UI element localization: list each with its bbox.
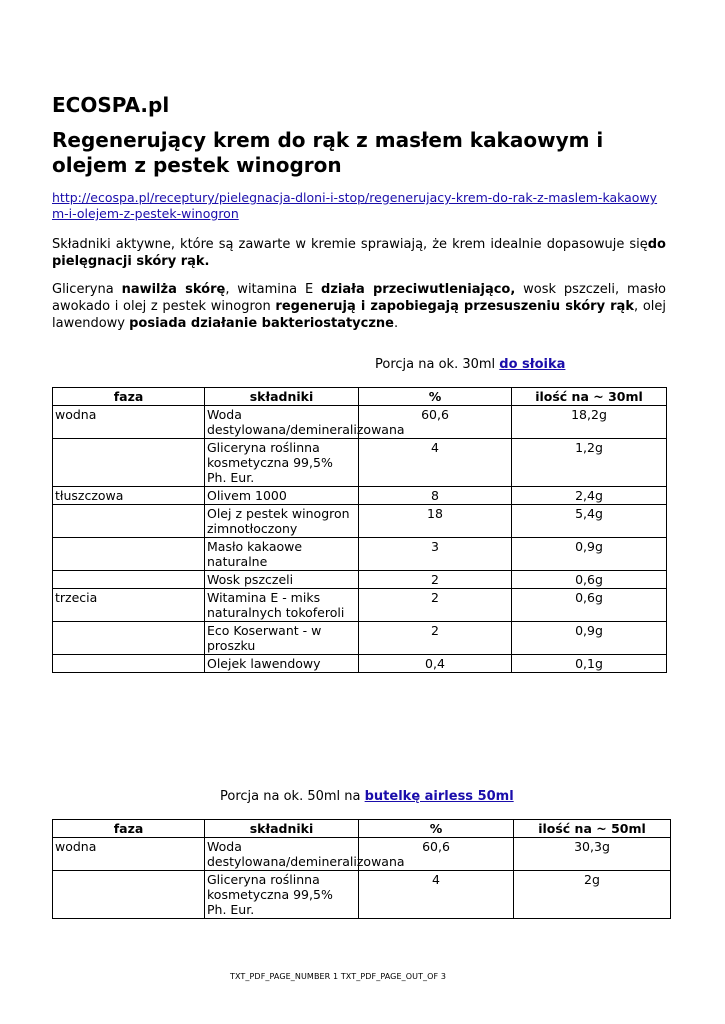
column-header: faza <box>53 820 205 838</box>
amount-cell: 0,6g <box>512 589 667 622</box>
portion-50-text: Porcja na ok. 50ml na <box>220 789 365 804</box>
table-row <box>53 538 667 571</box>
amount-cell: 2g <box>514 871 671 919</box>
ingredient-cell: Olej z pestek winogron zimnotłoczony <box>205 505 359 538</box>
table-header-row <box>53 820 671 838</box>
percent-cell: 8 <box>359 487 512 505</box>
desc-text-3: wosk pszczeli, masło awokado i olej z pestek winogron <box>52 282 667 314</box>
intro-bold: do pielęgnacji skóry rąk. <box>52 237 666 269</box>
amount-cell: 0,9g <box>512 622 667 655</box>
table-row <box>53 439 667 487</box>
table-header-row <box>53 388 667 406</box>
phase-cell <box>53 655 205 673</box>
column-header: składniki <box>205 820 359 838</box>
amount-cell: 0,9g <box>512 538 667 571</box>
intro-paragraph <box>52 236 666 270</box>
phase-cell: tłuszczowa <box>53 487 205 505</box>
table-row <box>53 622 667 655</box>
table-row <box>53 838 671 871</box>
amount-cell: 0,1g <box>512 655 667 673</box>
ingredient-cell: Woda destylowana/demineralizowana <box>205 838 359 871</box>
recipe-table-50ml <box>52 819 671 919</box>
portion-30-text: Porcja na ok. 30ml <box>375 357 500 372</box>
ingredient-cell: Masło kakaowe naturalne <box>205 538 359 571</box>
recipe-title: Regenerujący krem do rąk z masłem kakaowym i olejem z pestek winogron <box>52 128 604 177</box>
percent-cell: 60,6 <box>359 838 514 871</box>
percent-cell: 2 <box>359 622 512 655</box>
table-row <box>53 655 667 673</box>
column-header: % <box>359 820 514 838</box>
percent-cell: 18 <box>359 505 512 538</box>
amount-cell: 1,2g <box>512 439 667 487</box>
table-row <box>53 487 667 505</box>
percent-cell: 2 <box>359 589 512 622</box>
intro-text: Składniki aktywne, które są zawarte w kremie sprawiają, że krem idealnie dopasowuje się <box>52 237 648 252</box>
ingredient-cell: Olivem 1000 <box>205 487 359 505</box>
table-row <box>53 406 667 439</box>
column-header: % <box>359 388 512 406</box>
description-paragraph <box>52 281 666 332</box>
column-header: ilość na ~ 30ml <box>512 388 667 406</box>
table-row <box>53 505 667 538</box>
desc-text-5: . <box>394 316 399 331</box>
desc-bold-2: działa przeciwutleniająco, <box>321 282 516 297</box>
desc-bold-4: posiada działanie bakteriostatyczne <box>129 316 394 331</box>
desc-text-1: Gliceryna <box>52 282 122 297</box>
recipe-url-link[interactable]: http://ecospa.pl/receptury/pielegnacja-dloni-i-stop/regenerujacy-krem-do-rak-z-maslem-kakaowym-i-olejem-z-pestek-winogron <box>52 190 658 221</box>
amount-cell: 18,2g <box>512 406 667 439</box>
ingredient-cell: Gliceryna roślinna kosmetyczna 99,5% Ph. Eur. <box>205 439 359 487</box>
ingredient-cell: Eco Koserwant - w proszku <box>205 622 359 655</box>
table-row <box>53 871 671 919</box>
phase-cell: wodna <box>53 838 205 871</box>
phase-cell <box>53 871 205 919</box>
table-row <box>53 589 667 622</box>
ingredient-cell: Gliceryna roślinna kosmetyczna 99,5% Ph. Eur. <box>205 871 359 919</box>
recipe-table-30ml <box>52 387 667 673</box>
phase-cell: wodna <box>53 406 205 439</box>
column-header: ilość na ~ 50ml <box>514 820 671 838</box>
phase-cell <box>53 538 205 571</box>
percent-cell: 4 <box>359 439 512 487</box>
desc-bold-3: regenerują i zapobiegają przesuszeniu skóry rąk <box>275 299 634 314</box>
amount-cell: 5,4g <box>512 505 667 538</box>
phase-cell <box>53 622 205 655</box>
page-footer: TXT_PDF_PAGE_NUMBER 1 TXT_PDF_PAGE_OUT_OF 3 <box>230 972 447 981</box>
site-title: ECOSPA.pl <box>52 93 170 117</box>
ingredient-cell: Olejek lawendowy <box>205 655 359 673</box>
phase-cell: trzecia <box>53 589 205 622</box>
percent-cell: 0,4 <box>359 655 512 673</box>
desc-text-2: , witamina E <box>225 282 322 297</box>
phase-cell <box>53 571 205 589</box>
percent-cell: 2 <box>359 571 512 589</box>
amount-cell: 0,6g <box>512 571 667 589</box>
column-header: faza <box>53 388 205 406</box>
airless-bottle-link[interactable]: butelkę airless 50ml <box>364 789 514 804</box>
desc-text-4: , olej lawendowy <box>52 299 666 331</box>
amount-cell: 2,4g <box>512 487 667 505</box>
desc-bold-1: nawilża skórę <box>121 282 226 297</box>
column-header: składniki <box>205 388 359 406</box>
portion-50-label <box>220 789 514 804</box>
phase-cell <box>53 505 205 538</box>
ingredient-cell: Wosk pszczeli <box>205 571 359 589</box>
percent-cell: 60,6 <box>359 406 512 439</box>
ingredient-cell: Witamina E - miks naturalnych tokoferoli <box>205 589 359 622</box>
percent-cell: 3 <box>359 538 512 571</box>
phase-cell <box>53 439 205 487</box>
ingredient-cell: Woda destylowana/demineralizowana <box>205 406 359 439</box>
jar-link[interactable]: do słoika <box>499 357 566 372</box>
portion-30-label <box>375 357 565 372</box>
amount-cell: 30,3g <box>514 838 671 871</box>
table-row <box>53 571 667 589</box>
percent-cell: 4 <box>359 871 514 919</box>
